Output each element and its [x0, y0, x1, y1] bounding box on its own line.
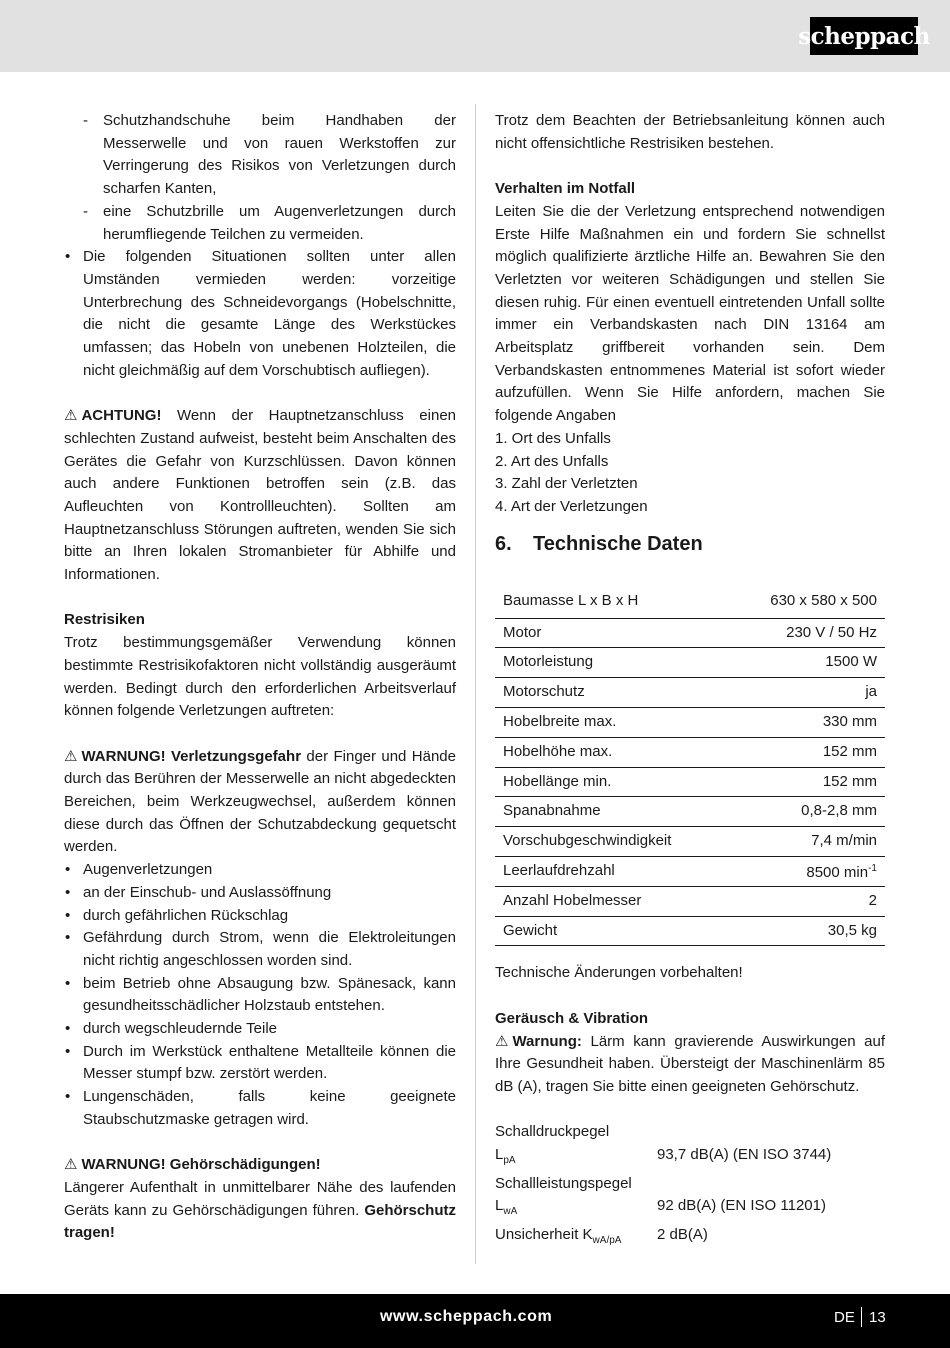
- spec-value: 8500 $\min^{-1}$: [729, 857, 885, 887]
- warning-triangle-icon: ⚠: [64, 747, 78, 765]
- spec-value: 152 mm: [729, 767, 885, 797]
- spec-label: Hobelhöhe max.: [495, 737, 729, 767]
- warnung-gehoer-heading: ⚠ WARNUNG! Gehörschädigungen!: [64, 1154, 456, 1177]
- list-item: • durch gefährlichen Rückschlag: [65, 906, 289, 924]
- list-item: • an der Einschub- und Auslassöffnung: [65, 883, 332, 901]
- spec-label: Hobelbreite max.: [495, 708, 729, 738]
- spec-label: Leerlaufdrehzahl: [495, 857, 729, 887]
- table-row: [495, 797, 885, 827]
- table-row: [495, 857, 885, 887]
- spec-value: 30,5 kg: [729, 916, 885, 946]
- spec-value: 152 mm: [729, 737, 885, 767]
- spec-value: 0,8-2,8 mm: [729, 797, 885, 827]
- restrisiken-heading: Restrisiken: [64, 611, 145, 629]
- table-row: [495, 678, 885, 708]
- table-row: [495, 827, 885, 857]
- spec-label: Motor: [495, 618, 729, 648]
- list-item: 4. Art der Verletzungen: [495, 497, 648, 515]
- list-item: - Schutzhandschuhe beim Handhaben der Messerwelle und von rauen Werkstoffen zur Verringerung des Risikos von Verletzungen durch scharfen Kanten,: [83, 112, 456, 198]
- footer-language: DE: [834, 1309, 855, 1326]
- left-column: [64, 110, 456, 1245]
- table-row: [495, 737, 885, 767]
- list-item: • beim Betrieb ohne Absaugung bzw. Spänesack, kann gesundheitsschädlicher Holzstaub entstehen.: [65, 974, 456, 1015]
- spec-label: Motorschutz: [495, 678, 729, 708]
- restrisiken-text: Trotz bestimmungsgemäßer Verwendung können bestimmte Restrisikofaktoren nicht vollständig ausgeräumt werden. Bedingt durch den erforderlichen Arbeitsverlauf können folgende Verletzungen auftreten:: [64, 634, 456, 720]
- table-row: [495, 767, 885, 797]
- list-item: 3. Zahl der Verletzten: [495, 475, 638, 493]
- lpa-row: $L_{pA}$ 93,7 dB(A) (EN ISO 3744): [495, 1146, 832, 1166]
- list-item: • Die folgenden Situationen sollten unter allen Umständen vermieden werden: vorzeitige Unterbrechung des Schneidevorgangs (Hobelschnitte, die nicht die gesamte Länge des Werkstückes umfassen; das Hobeln von unebenen Holzteilen, die nicht gleichmäßig auf dem Vorschubtisch aufliegen).: [65, 248, 456, 379]
- warnung-verletzung-notice: ⚠ WARNUNG! Verletzungsgefahr der Finger und Hände durch das Berühren der Messerwelle an nicht abgedeckten Bereichen, beim Werkzeugwechsel, außerdem können diese durch das Öffnen der Schutzabdeckung gequetscht werden.: [64, 747, 456, 856]
- warning-triangle-icon: ⚠: [495, 1032, 509, 1050]
- noise-heading: Geräusch & Vibration: [495, 1009, 649, 1027]
- list-item: 2. Art des Unfalls: [495, 452, 609, 470]
- table-row: [495, 585, 885, 619]
- footer-bar: [0, 1294, 950, 1348]
- list-item: • Gefährdung durch Strom, wenn die Elektroleitungen nicht richtig angeschlossen worden sind.: [65, 929, 456, 969]
- table-row: [495, 886, 885, 916]
- sound-power-label: Schallleistungspegel: [495, 1174, 632, 1192]
- spec-value: 2: [729, 886, 885, 916]
- spec-label: Anzahl Hobelmesser: [495, 886, 729, 916]
- spec-value: 230 V / 50 Hz: [729, 618, 885, 648]
- noise-warning: ⚠ Warnung: Lärm kann gravierende Auswirkungen auf Ihre Gesundheit haben. Übersteigt der Maschinenlärm 85 dB (A), tragen Sie bitte einen geeigneten Gehörschutz.: [495, 1032, 885, 1095]
- spec-label: Spanabnahme: [495, 797, 729, 827]
- section-heading: 6. Technische Daten: [495, 532, 703, 555]
- footer-separator: [861, 1307, 862, 1327]
- spec-value: 330 mm: [729, 708, 885, 738]
- sound-pressure-label: Schalldruckpegel: [495, 1123, 610, 1141]
- spec-value: 1500 W: [729, 648, 885, 678]
- table-row: [495, 648, 885, 678]
- footer-url[interactable]: www.scheppach.com: [380, 1308, 553, 1325]
- lwa-row: $L_{wA}$ 92 dB(A) (EN ISO 11201): [495, 1197, 826, 1218]
- page-number: 13: [869, 1309, 886, 1326]
- table-row: [495, 618, 885, 648]
- spec-label: Gewicht: [495, 916, 729, 946]
- changes-note: Technische Änderungen vorbehalten!: [495, 964, 743, 982]
- spec-label: Vorschubgeschwindigkeit: [495, 827, 729, 857]
- intro-text: Trotz dem Beachten der Betriebsanleitung können auch nicht offensichtliche Restrisiken bestehen.: [495, 112, 885, 152]
- spec-value: ja: [729, 678, 885, 708]
- table-row: [495, 708, 885, 738]
- spec-label: Hobellänge min.: [495, 767, 729, 797]
- table-row: [495, 916, 885, 946]
- warning-triangle-icon: ⚠: [64, 407, 78, 425]
- list-item: • Augenverletzungen: [65, 861, 213, 879]
- list-item: • Lungenschäden, falls keine geeignete Staubschutzmaske getragen wird.: [65, 1088, 456, 1128]
- spec-table: [495, 585, 885, 947]
- spec-value: 7,4 m/min: [729, 827, 885, 857]
- uncertainty-row: Unsicherheit $K_{wA/pA}$ 2 dB(A): [495, 1226, 708, 1247]
- spec-label: Baumasse L x B x H: [495, 585, 729, 619]
- warnung-gehoer-text: Längerer Aufenthalt in unmittelbarer Nähe des laufenden Geräts kann zu Gehörschädigungen führen. Gehörschutz tragen!: [64, 1178, 456, 1242]
- header-bar: [0, 0, 950, 72]
- achtung-notice: ⚠ ACHTUNG! Wenn der Hauptnetzanschluss einen schlechten Zustand aufweist, besteht beim Anschalten des Gerätes die Gefahr von Kurzschlüssen. Davon können auch andere Funktionen betroffen sein (z.B. das Aufleuchten von Kontrollleuchten). Sollten am Hauptnetzanschluss Störungen auftreten, wenden Sie sich bitte an Ihren lokalen Stromanbieter für Abhilfe und Informationen.: [64, 407, 456, 584]
- list-item: • Durch im Werkstück enthaltene Metallteile können die Messer stumpf bzw. zerstört werden.: [65, 1042, 456, 1083]
- column-divider: [475, 104, 476, 1264]
- list-item: 1. Ort des Unfalls: [495, 429, 611, 447]
- list-item: • durch wegschleudernde Teile: [65, 1020, 278, 1038]
- spec-value: 630 x 580 x 500: [729, 585, 885, 619]
- notfall-text: Leiten Sie die der Verletzung entsprechend notwendigen Erste Hilfe Maßnahmen ein und fordern Sie schnellst möglich qualifizierte ärztliche Hilfe an. Bewahren Sie den Verletzten vor weiteren Schädigungen und stellen Sie diesen ruhig. Für einen eventuell eintretenden Unfall sollte immer ein Verbandskasten nach DIN 13164 am Arbeitsplatz griffbereit vorhanden sein. Dem Verbandskasten entnommenes Material ist sofort wieder aufzufüllen. Wenn Sie Hilfe anfordern, machen Sie folgende Angaben: [495, 202, 885, 425]
- brand-logo: scheppach: [810, 17, 918, 55]
- notfall-heading: Verhalten im Notfall: [495, 180, 636, 198]
- right-column: [495, 110, 885, 1253]
- warning-triangle-icon: ⚠: [64, 1156, 78, 1174]
- list-item: - eine Schutzbrille um Augenverletzungen durch herumfliegende Teilchen zu vermeiden.: [83, 202, 456, 243]
- spec-label: Motorleistung: [495, 648, 729, 678]
